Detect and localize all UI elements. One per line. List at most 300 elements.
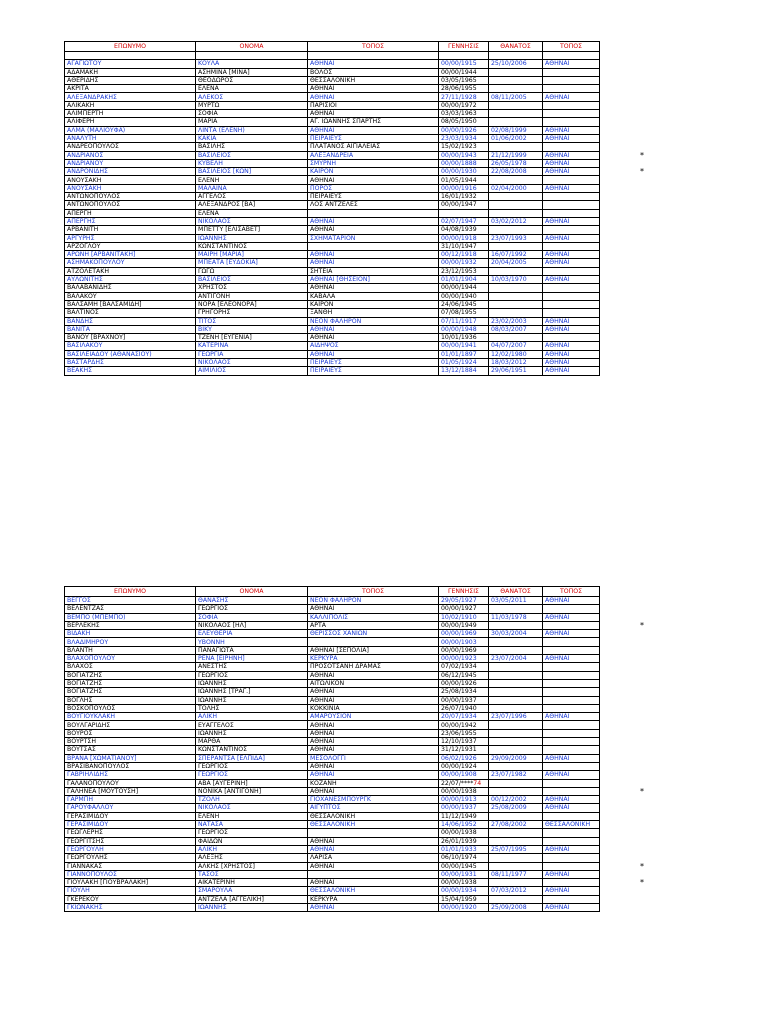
cell-death-date (489, 143, 543, 151)
header-birth: ΓΕΝΝΗΣΙΣ (439, 42, 489, 52)
cell-birth-date: 00/00/1926 (439, 126, 489, 134)
cell-birth-date: 00/00/1938 (439, 829, 489, 837)
cell-birth-date: 00/00/1923 (439, 655, 489, 663)
cell-birth-date: 00/00/1888 (439, 159, 489, 167)
table-row (65, 671, 600, 679)
cell-surname: ΒΑΣΤΑΡΔΗΣ (65, 358, 196, 366)
table-row (65, 655, 600, 663)
cell-birth-date: 07/08/1955 (439, 309, 489, 317)
cell-death-place: ΑΘΗΝΑΙ (543, 217, 600, 225)
cell-birth-date: 04/08/1939 (439, 226, 489, 234)
cell-place: ΑΘΗΝΑΙ (308, 903, 439, 911)
cell-place: ΠΟΡΟΣ (308, 184, 439, 192)
cell-death-date (489, 729, 543, 737)
header-place: ΤΟΠΟΣ (308, 42, 439, 52)
cell-name: ΚΟΥΛΑ (196, 60, 308, 68)
cell-name: ΑΛΙΚΗ (196, 845, 308, 853)
cell-death-place (543, 242, 600, 250)
cell-birth-date: 25/08/1934 (439, 688, 489, 696)
table-row (65, 762, 600, 770)
cell-name: ΑΛΕΚΟΣ (196, 93, 308, 101)
cell-surname: ΓΕΡΑΣΙΜΙΔΟΥ (65, 821, 196, 829)
cell-death-date: 10/03/1970 (489, 276, 543, 284)
cell-death-date: 25/07/1995 (489, 845, 543, 853)
cell-birth-date: 00/00/1920 (439, 903, 489, 911)
cell-place: ΠΡΟΣΟΤΣΑΝΗ ΔΡΑΜΑΣ (308, 663, 439, 671)
row-marker: * (640, 861, 644, 871)
cell-birth-date: 31/12/1931 (439, 746, 489, 754)
table-row (65, 168, 600, 176)
table-row (65, 663, 600, 671)
cell-name: ΑΒΑ [ΑΥΓΕΡΙΝΗ] (196, 779, 308, 787)
cell-place: ΚΟΖΑΝΗ (308, 779, 439, 787)
cell-name: ΜΑΛΑΙΝΑ (196, 184, 308, 192)
cell-place: ΚΑΛΛΙΠΟΛΙΣ (308, 613, 439, 621)
cell-name: ΧΡΗΣΤΟΣ (196, 284, 308, 292)
cell-birth-date: 26/07/1940 (439, 704, 489, 712)
cell-death-date: 23/07/1996 (489, 713, 543, 721)
table-row (65, 621, 600, 629)
cell-name: ΘΕΟΔΩΡΟΣ (196, 76, 308, 84)
cell-name: ΚΩΝΣΤΑΝΤΙΝΟΣ (196, 746, 308, 754)
cell-death-date (489, 721, 543, 729)
cell-death-place (543, 646, 600, 654)
header-death: ΘΑΝΑΤΟΣ (489, 42, 543, 52)
cell-death-date (489, 621, 543, 629)
cell-surname: ΓΕΩΓΛΕΡΗΣ (65, 829, 196, 837)
cell-surname: ΒΑΛΑΒΑΝΙΔΗΣ (65, 284, 196, 292)
cell-place: ΑΙΓΥΠΤΟΣ (308, 804, 439, 812)
cell-place: ΑΘΗΝΑΙ (308, 85, 439, 93)
cell-surname: ΒΕΡΛΕΚΗΣ (65, 621, 196, 629)
cell-death-place: ΑΘΗΝΑΙ (543, 597, 600, 605)
cell-surname: ΓΙΟΥΛΑΚΗ [ΓΙΟΥΒΡΑΛΑΚΗ] (65, 879, 196, 887)
cell-name: ΣΟΦΙΑ (196, 110, 308, 118)
cell-birth-date: 02/07/1947 (439, 217, 489, 225)
cell-death-date: 25/10/2006 (489, 60, 543, 68)
cell-death-date: 03/02/2012 (489, 217, 543, 225)
cell-name: ΝΙΚΟΛΑΟΣ (196, 804, 308, 812)
cell-death-date (489, 101, 543, 109)
cell-death-date: 18/03/2012 (489, 358, 543, 366)
cell-death-date (489, 110, 543, 118)
cell-death-date: 12/02/1980 (489, 350, 543, 358)
cell-death-place: ΑΘΗΝΑΙ (543, 713, 600, 721)
cell-death-place: ΑΘΗΝΑΙ (543, 870, 600, 878)
cell-name: ΜΥΡΤΩ (196, 101, 308, 109)
cell-place (308, 870, 439, 878)
cell-death-date (489, 85, 543, 93)
cell-place: ΘΕΣΣΑΛΟΝΙΚΗ (308, 76, 439, 84)
cell-death-place: ΑΘΗΝΑΙ (543, 342, 600, 350)
cell-death-place (543, 68, 600, 76)
cell-death-place (543, 679, 600, 687)
table-row (65, 276, 600, 284)
cell-surname: ΓΑΡΜΠΗ (65, 796, 196, 804)
cell-death-date (489, 787, 543, 795)
cell-surname: ΒΟΓΙΑΤΖΗΣ (65, 671, 196, 679)
table-row (65, 68, 600, 76)
cell-surname: ΒΑΝΟΥ [ΒΡΑΧΝΟΥ] (65, 334, 196, 342)
header-surname: ΕΠΩΝΥΜΟ (65, 587, 196, 597)
cell-place (308, 242, 439, 250)
table-row (65, 209, 600, 217)
cell-place: ΑΘΗΝΑΙ (308, 217, 439, 225)
cell-birth-date: 00/00/1949 (439, 621, 489, 629)
cell-death-date (489, 704, 543, 712)
cell-death-date (489, 76, 543, 84)
cell-death-place (543, 176, 600, 184)
cell-birth-date: 00/00/1903 (439, 638, 489, 646)
cell-birth-date: 28/06/1955 (439, 85, 489, 93)
cell-place: ΑΘΗΝΑΙ (308, 845, 439, 853)
cell-death-place (543, 209, 600, 217)
cell-birth-date: 00/00/1932 (439, 259, 489, 267)
cell-death-place: ΑΘΗΝΑΙ (543, 251, 600, 259)
cell-death-place (543, 762, 600, 770)
cell-name: ΘΑΝΑΣΗΣ (196, 597, 308, 605)
cell-surname: ΑΝΔΡΕΟΠΟΥΛΟΣ (65, 143, 196, 151)
header-row (65, 42, 600, 52)
table-row (65, 646, 600, 654)
cell-name: ΙΩΑΝΝΗΣ (196, 903, 308, 911)
cell-place: ΠΕΙΡΑΙΕΥΣ (308, 367, 439, 375)
cell-place: ΚΕΡΚΥΡΑ (308, 655, 439, 663)
cell-death-date (489, 284, 543, 292)
cell-surname: ΑΘΕΡΙΔΗΣ (65, 76, 196, 84)
cell-death-date (489, 193, 543, 201)
cell-place: ΑΘΗΝΑΙ (308, 738, 439, 746)
cell-name: ΚΑΤΕΡΙΝΑ (196, 342, 308, 350)
row-marker: * (640, 786, 644, 796)
table-row (65, 300, 600, 308)
cell-surname: ΑΠΕΡΓΗ (65, 209, 196, 217)
cell-death-place: ΑΘΗΝΑΙ (543, 887, 600, 895)
table-row (65, 143, 600, 151)
cell-death-place: ΑΘΗΝΑΙ (543, 151, 600, 159)
cell-birth-date: 00/12/1918 (439, 251, 489, 259)
cell-surname: ΑΝΑΛΥΤΗ (65, 134, 196, 142)
cell-place: ΑΘΗΝΑΙ (308, 762, 439, 770)
cell-death-place: ΑΘΗΝΑΙ (543, 350, 600, 358)
cell-place: ΑΘΗΝΑΙ [ΣΕΠΟΛΙΑ] (308, 646, 439, 654)
cell-death-place: ΑΘΗΝΑΙ (543, 325, 600, 333)
cell-place: ΑΘΗΝΑΙ (308, 334, 439, 342)
empty-cell (196, 52, 308, 60)
cell-name: ΑΓΓΕΛΟΣ (196, 193, 308, 201)
cell-name: ΑΣΗΜΙΝΑ [ΜΙΝΑ] (196, 68, 308, 76)
cell-death-date: 00/12/2002 (489, 796, 543, 804)
cell-death-place (543, 85, 600, 93)
table-row (65, 879, 600, 887)
cell-death-date: 29/06/1951 (489, 367, 543, 375)
cell-surname: ΓΚΕΡΕΚΟΥ (65, 895, 196, 903)
cell-surname: ΒΑΝΔΗΣ (65, 317, 196, 325)
cell-death-date: 25/09/2008 (489, 903, 543, 911)
cell-death-date: 29/09/2009 (489, 754, 543, 762)
table-row (65, 787, 600, 795)
cell-name: ΣΠΕΡΑΝΤΣΑ [ΕΛΠΙΔΑ] (196, 754, 308, 762)
cell-place (308, 829, 439, 837)
cell-death-date (489, 854, 543, 862)
cell-death-place (543, 854, 600, 862)
cell-death-place (543, 605, 600, 613)
cell-surname: ΑΡΒΑΝΙΤΗ (65, 226, 196, 234)
row-marker: * (640, 620, 644, 630)
cell-place: ΓΙΟΧΑΝΕΣΜΠΟΥΡΓΚ (308, 796, 439, 804)
table-row (65, 201, 600, 209)
cell-surname: ΓΑΡΟΥΦΑΛΛΟΥ (65, 804, 196, 812)
cell-death-place: ΑΘΗΝΑΙ (543, 655, 600, 663)
cell-name: ΤΟΛΗΣ (196, 704, 308, 712)
cell-surname: ΒΕΑΚΗΣ (65, 367, 196, 375)
table-row (65, 176, 600, 184)
cell-death-date: 30/03/2004 (489, 630, 543, 638)
row-marker: * (640, 150, 644, 160)
cell-death-date: 02/08/1999 (489, 126, 543, 134)
cell-birth-date: 00/00/1969 (439, 630, 489, 638)
cell-name: ΓΕΩΡΓΙΑ (196, 350, 308, 358)
cell-death-place: ΑΘΗΝΑΙ (543, 259, 600, 267)
cell-death-date (489, 226, 543, 234)
cell-surname: ΓΙΟΥΛΗ (65, 887, 196, 895)
empty-cell (65, 52, 196, 60)
cell-death-place (543, 663, 600, 671)
cell-name: ΝΙΚΟΛΑΟΣ (196, 217, 308, 225)
cell-death-place (543, 110, 600, 118)
header-name: ΟΝΟΜΑ (196, 42, 308, 52)
cell-place: ΘΕΣΣΑΛΟΝΙΚΗ (308, 812, 439, 820)
cell-name: ΑΙΜΙΛΙΟΣ (196, 367, 308, 375)
cell-death-place: ΑΘΗΝΑΙ (543, 134, 600, 142)
cell-surname: ΒΕΜΠΟ (ΜΠΕΜΠΟ) (65, 613, 196, 621)
row-marker: * (640, 167, 644, 177)
cell-birth-date: 16/01/1932 (439, 193, 489, 201)
cell-birth-date: 00/00/1947 (439, 201, 489, 209)
cell-place: ΑΘΗΝΑΙ (308, 721, 439, 729)
cell-name: ΤΖΕΝΗ [ΕΥΓΕΝΙΑ] (196, 334, 308, 342)
cell-birth-date: 00/00/1931 (439, 870, 489, 878)
cell-death-place (543, 787, 600, 795)
table-row (65, 110, 600, 118)
cell-name: ΙΩΑΝΝΗΣ [ΤΡΑΓ.] (196, 688, 308, 696)
table-row (65, 887, 600, 895)
cell-surname: ΒΟΓΙΑΤΖΗΣ (65, 679, 196, 687)
cell-death-date (489, 879, 543, 887)
cell-name: ΣΜΑΡΟΥΛΑ (196, 887, 308, 895)
cell-death-date: 02/04/2000 (489, 184, 543, 192)
cell-birth-date: 00/00/1924 (439, 762, 489, 770)
table-row (65, 704, 600, 712)
cell-death-place (543, 895, 600, 903)
cell-name: ΒΑΣΙΛΗΣ (196, 143, 308, 151)
cell-death-date: 23/02/2003 (489, 317, 543, 325)
cell-surname: ΒΑΝΙΤΑ (65, 325, 196, 333)
table-row (65, 721, 600, 729)
cell-place: ΘΕΣΣΑΛΟΝΙΚΗ (308, 821, 439, 829)
table-row (65, 804, 600, 812)
cell-place: ΑΘΗΝΑΙ (308, 879, 439, 887)
cell-surname: ΒΟΥΛΓΑΡΙΔΗΣ (65, 721, 196, 729)
cell-death-place: ΑΘΗΝΑΙ (543, 804, 600, 812)
cell-surname: ΒΛΑΧΟΠΟΥΛΟΥ (65, 655, 196, 663)
cell-surname: ΑΛΙΚΑΚΗ (65, 101, 196, 109)
cell-name: ΒΑΣΙΛΕΙΟΣ (196, 276, 308, 284)
cell-birth-date: 03/05/1965 (439, 76, 489, 84)
cell-name: ΓΕΩΡΓΙΟΣ (196, 605, 308, 613)
header-death-place: ΤΟΠΟΣ (543, 42, 600, 52)
table-row (65, 713, 600, 721)
cell-death-place: ΑΘΗΝΑΙ (543, 903, 600, 911)
cell-surname: ΓΕΩΡΓΙΤΣΗΣ (65, 837, 196, 845)
cell-place (308, 638, 439, 646)
table-row (65, 746, 600, 754)
cell-name: ΚΩΝΣΤΑΝΤΙΝΟΣ (196, 242, 308, 250)
cell-birth-date: 01/01/1904 (439, 276, 489, 284)
cell-name: ΥΒΟΝΝΗ (196, 638, 308, 646)
table-row (65, 292, 600, 300)
cell-death-date: 23/07/2004 (489, 655, 543, 663)
cell-death-date (489, 837, 543, 845)
cell-death-date (489, 738, 543, 746)
cell-name: ΓΡΗΓΟΡΗΣ (196, 309, 308, 317)
table-row (65, 630, 600, 638)
cell-place: ΑΘΗΝΑΙ (308, 226, 439, 234)
cell-name: ΛΙΝΤΑ (ΕΛΕΝΗ) (196, 126, 308, 134)
cell-place: ΘΕΡΙΣΣΟΣ ΧΑΝΙΩΝ (308, 630, 439, 638)
cell-death-date: 08/03/2007 (489, 325, 543, 333)
cell-place: ΣΗΤΕΙΑ (308, 267, 439, 275)
table-row (65, 334, 600, 342)
cell-surname: ΑΤΖΟΛΕΤΑΚΗ (65, 267, 196, 275)
cell-birth-date: 23/03/1934 (439, 134, 489, 142)
cell-name: ΝΙΚΟΛΑΟΣ [ΗΛ] (196, 621, 308, 629)
cell-name: ΑΛΙΚΗ (196, 713, 308, 721)
cell-surname: ΑΚΡΙΤΑ (65, 85, 196, 93)
cell-name: ΝΙΚΟΛΑΟΣ (196, 358, 308, 366)
cell-death-place (543, 193, 600, 201)
cell-birth-date: 15/02/1923 (439, 143, 489, 151)
header-row (65, 587, 600, 597)
cell-birth-date: 26/01/1939 (439, 837, 489, 845)
cell-surname: ΑΡΖΟΓΛΟΥ (65, 242, 196, 250)
cell-death-date (489, 242, 543, 250)
cell-death-place (543, 143, 600, 151)
cell-death-date (489, 267, 543, 275)
cell-birth-date: 00/00/1913 (439, 796, 489, 804)
cell-death-place (543, 688, 600, 696)
empty-cell (308, 52, 439, 60)
cell-surname: ΒΙΔΑΚΗ (65, 630, 196, 638)
cell-name: ΓΕΩΡΓΙΟΣ (196, 762, 308, 770)
cell-birth-date: 06/02/1926 (439, 754, 489, 762)
cell-surname: ΒΕΓΓΟΣ (65, 597, 196, 605)
cell-name: ΕΛΕΝΑ (196, 209, 308, 217)
cell-name: ΑΙΚΑΤΕΡΙΝΗ (196, 879, 308, 887)
cell-death-date: 23/07/1993 (489, 234, 543, 242)
cell-name: ΜΠΕΑΤΑ [ΕΥΔΟΚΙΑ] (196, 259, 308, 267)
cell-name: ΑΝΤΖΕΛΑ [ΑΓΓΕΛΙΚΗ] (196, 895, 308, 903)
cell-name: ΒΑΣΙΛΕΙΟΣ [ΚΩΝ] (196, 168, 308, 176)
cell-death-place: ΑΘΗΝΑΙ (543, 93, 600, 101)
cell-place: ΑΜΑΡΟΥΣΙΟΝ (308, 713, 439, 721)
cell-name: ΙΩΑΝΝΗΣ (196, 234, 308, 242)
table-row (65, 729, 600, 737)
cell-death-date: 25/08/2009 (489, 804, 543, 812)
cell-place: ΑΘΗΝΑΙ (308, 350, 439, 358)
cell-death-place (543, 746, 600, 754)
cell-death-place: ΑΘΗΝΑΙ (543, 358, 600, 366)
cell-birth-date: 01/05/1944 (439, 176, 489, 184)
cell-place: ΑΘΗΝΑΙ (308, 671, 439, 679)
cell-death-place: ΑΘΗΝΑΙ (543, 796, 600, 804)
table-row (65, 597, 600, 605)
row-marker: * (640, 878, 644, 888)
cell-name: ΒΙΚΥ (196, 325, 308, 333)
cell-place: ΑΘΗΝΑΙ (308, 251, 439, 259)
cell-death-place (543, 837, 600, 845)
table-row (65, 267, 600, 275)
cell-name: ΚΑΚΙΑ (196, 134, 308, 142)
cell-death-date: 22/08/2008 (489, 168, 543, 176)
cell-name: ΕΛΕΝΗ (196, 176, 308, 184)
cell-birth-date: 00/00/1940 (439, 292, 489, 300)
header-death: ΘΑΝΑΤΟΣ (489, 587, 543, 597)
cell-name: ΑΛΕΞΗΣ (196, 854, 308, 862)
cell-death-place (543, 879, 600, 887)
cell-birth-date: 00/00/1915 (439, 60, 489, 68)
cell-birth-date: 00/00/1945 (439, 862, 489, 870)
table-row (65, 837, 600, 845)
cell-surname: ΑΝΔΡΟΝΙΔΗΣ (65, 168, 196, 176)
cell-surname: ΓΑΒΡΙΗΛΙΔΗΣ (65, 771, 196, 779)
cell-birth-date: 10/01/1936 (439, 334, 489, 342)
cell-birth-date: 01/05/1924 (439, 358, 489, 366)
cell-place: ΑΡΤΑ (308, 621, 439, 629)
cell-birth-date: 00/00/1972 (439, 101, 489, 109)
header-surname: ΕΠΩΝΥΜΟ (65, 42, 196, 52)
cell-birth-date: 11/12/1949 (439, 812, 489, 820)
cell-death-place (543, 284, 600, 292)
cell-death-place: ΑΘΗΝΑΙ (543, 184, 600, 192)
cell-name: ΝΑΤΑΣΑ (196, 821, 308, 829)
cell-birth-date: 00/00/1916 (439, 184, 489, 192)
cell-place: ΑΘΗΝΑΙ (308, 837, 439, 845)
cell-place: ΣΧΗΜΑΤΑΡΙΟΝ (308, 234, 439, 242)
table-row (65, 159, 600, 167)
cell-death-place (543, 829, 600, 837)
table-row (65, 862, 600, 870)
cell-surname: ΒΑΛΤΙΝΟΣ (65, 309, 196, 317)
cell-name: ΜΑΡΙΑ (196, 118, 308, 126)
cell-place: ΜΕΣΟΛΟΓΓΙ (308, 754, 439, 762)
cell-place: ΑΘΗΝΑΙ (308, 862, 439, 870)
cell-surname: ΒΟΥΓΙΟΥΚΛΑΚΗ (65, 713, 196, 721)
cell-name: ΓΕΩΡΓΙΟΣ (196, 771, 308, 779)
table-row (65, 60, 600, 68)
table-row (65, 93, 600, 101)
table-row (65, 895, 600, 903)
cell-birth-date: 22/07/****74 (439, 779, 489, 787)
cell-death-place: ΑΘΗΝΑΙ (543, 317, 600, 325)
cell-name: ΠΑΝΑΓΙΩΤΑ (196, 646, 308, 654)
table-row (65, 845, 600, 853)
cell-place: ΑΘΗΝΑΙ (308, 126, 439, 134)
cell-place: ΑΘΗΝΑΙ (308, 110, 439, 118)
cell-name: ΕΛΕΝΗ (196, 812, 308, 820)
cell-surname: ΒΛΑΝΤΗ (65, 646, 196, 654)
cell-death-date: 26/05/1978 (489, 159, 543, 167)
